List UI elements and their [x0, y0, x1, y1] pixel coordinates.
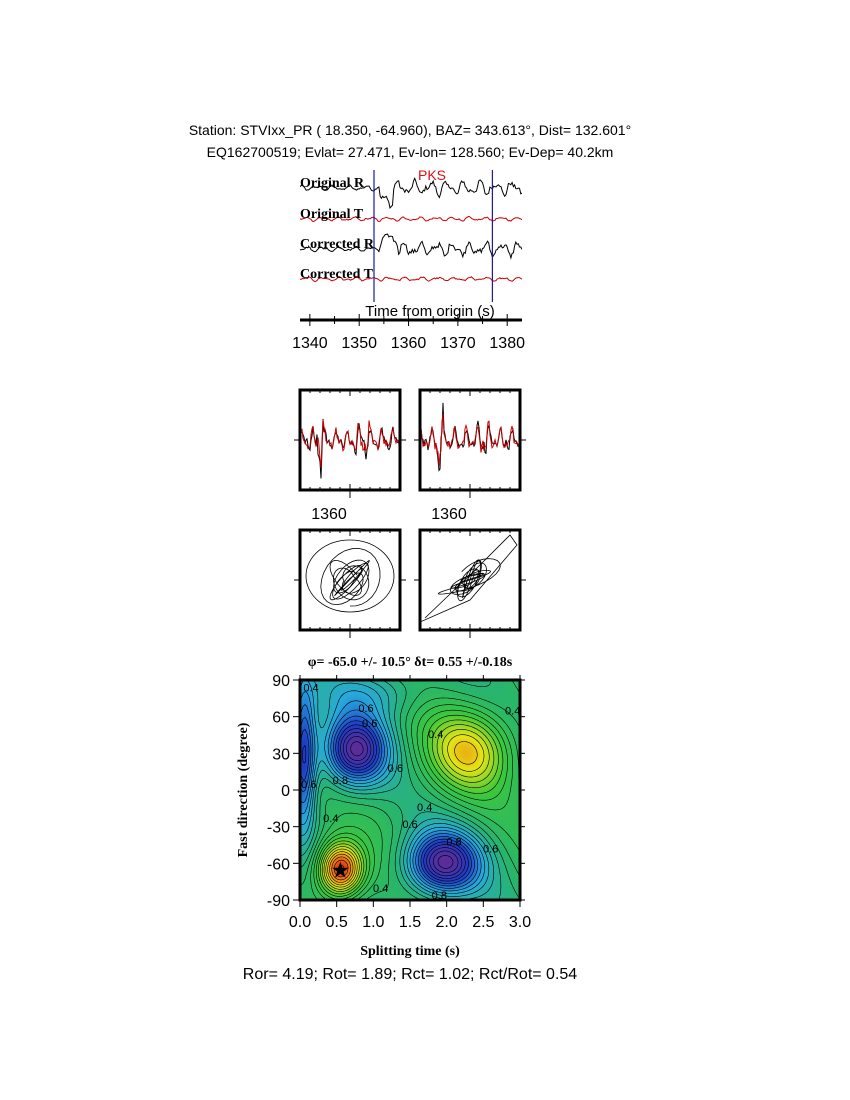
trace-label-2: Original T — [300, 207, 364, 222]
heat-xtick-label: 3.0 — [508, 914, 532, 931]
contour-label-6: 0.6 — [301, 778, 317, 791]
header-station-line: Station: STVIxx_PR ( 18.350, -64.960), BAZ= 343.613°, Dist= 132.601° — [188, 122, 632, 138]
heat-xtick-label: 0.5 — [325, 914, 348, 931]
heat-xtick-label: 2.5 — [472, 914, 495, 931]
waveform-panel-1-traces — [300, 419, 400, 479]
contour-label-4: 0.6 — [387, 763, 403, 775]
particle-motion-1-frame — [300, 530, 400, 630]
heat-xtick-label: 1.5 — [398, 914, 422, 931]
contour-label-7: 0.4 — [417, 802, 433, 815]
header-event-line: EQ162700519; Evlat= 27.471, Ev-lon= 128.560; Ev-Dep= 40.2km — [206, 144, 614, 160]
contour-label-10: 0.8 — [446, 836, 462, 849]
xtick-label-1380: 1380 — [489, 335, 525, 352]
contour-label-5: 0.8 — [332, 775, 348, 788]
heat-xtick-label: 2.0 — [435, 914, 458, 931]
xtick-label-1350: 1350 — [341, 335, 377, 352]
heat-ytick-label: -30 — [266, 819, 290, 837]
seismogram-xlabel: Time from origin (s) — [365, 303, 495, 320]
phase-label: PKS — [417, 167, 447, 183]
trace-label-4: Corrected T — [300, 267, 373, 282]
contour-label-15: 0.4 — [505, 705, 521, 718]
waveform-panel-2-traces — [420, 403, 520, 471]
waveform-panel-2-xtick: 1360 — [431, 506, 467, 523]
particle-motion-trace — [321, 548, 380, 606]
particle-motion-2-path — [420, 535, 517, 622]
trace-labels — [300, 176, 375, 282]
heat-ytick-label: -60 — [266, 856, 290, 874]
particle-motion-trace — [306, 540, 394, 612]
heatmap-xlabel: Splitting time (s) — [360, 944, 460, 959]
xtick-label-1340: 1340 — [292, 335, 328, 352]
waveform-black — [420, 403, 520, 471]
heatmap-ylabel: Fast direction (degree) — [236, 722, 251, 858]
footer-ratios: Ror= 4.19; Rot= 1.89; Rct= 1.02; Rct/Rot= 0.54 — [242, 966, 578, 983]
contour-label-8: 0.4 — [323, 813, 339, 826]
heat-ytick-label: 0 — [281, 783, 290, 800]
heat-xtick-label: 1.0 — [362, 914, 385, 931]
particle-motion-panels — [294, 530, 526, 638]
particle-motion-trace — [438, 559, 500, 601]
grid-search-title: φ= -65.0 +/- 10.5° δt= 0.55 +/-0.18s — [307, 655, 513, 670]
heat-ytick-label: 30 — [272, 746, 290, 764]
waveform-panel-2-frame — [420, 390, 520, 490]
waveform-black — [300, 419, 400, 479]
particle-motion-frame-ticks — [294, 530, 526, 638]
heat-xtick-label: 0.0 — [288, 914, 312, 931]
contour-label-2: 0.6 — [362, 717, 378, 730]
heat-ytick-label: 90 — [272, 673, 290, 690]
waveform-panel-1-xtick: 1360 — [311, 506, 347, 523]
waveform-red — [300, 420, 400, 468]
trace-label-1: Original R — [300, 176, 365, 191]
contour-label-13: 0.8 — [431, 890, 447, 903]
seismogram-panel — [292, 167, 525, 352]
heat-ytick-label: 60 — [272, 709, 290, 727]
contour-label-9: 0.6 — [402, 819, 418, 832]
waveform-panels — [294, 390, 526, 523]
contour-label-14: 0.4 — [303, 682, 319, 695]
contour-label-12: 0.4 — [373, 882, 389, 895]
grid-search-panel — [236, 655, 531, 959]
contour-label-1: 0.6 — [358, 703, 374, 716]
heat-ytick-label: -90 — [266, 893, 290, 910]
particle-motion-1-path — [306, 540, 394, 612]
waveform-red — [420, 414, 520, 466]
xtick-label-1360: 1360 — [390, 335, 427, 352]
xtick-label-1370: 1370 — [440, 335, 476, 352]
contour-label-11: 0.6 — [483, 843, 499, 856]
trace-label-3: Corrected R — [300, 237, 374, 252]
best-fit-star: ★ — [330, 857, 351, 883]
contour-label-3: 0.4 — [428, 728, 444, 741]
